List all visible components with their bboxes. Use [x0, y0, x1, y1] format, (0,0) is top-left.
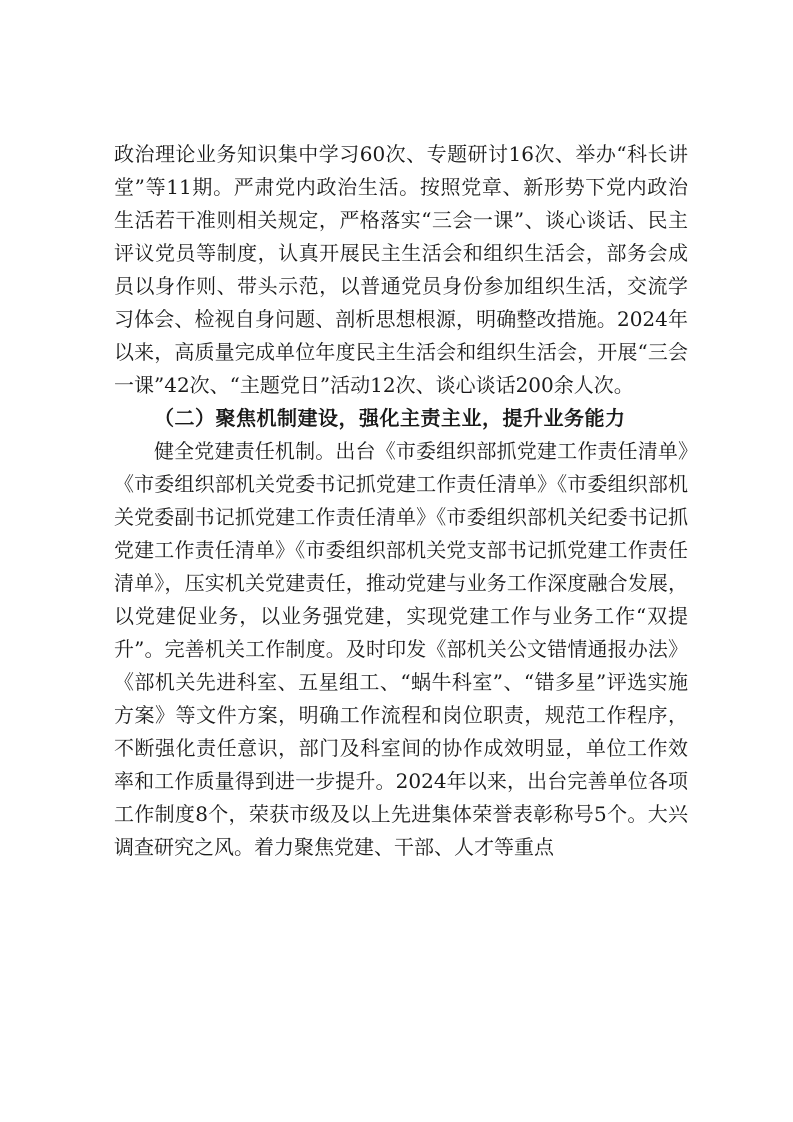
body-paragraph-continued: 政治理论业务知识集中学习60次、专题研讨16次、举办“科长讲堂”等11期。严肃党内政治生活。按照党章、新形势下党内政治生活若干准则相关规定，严格落实“三会一课”、谈心谈话、民主评议党员等制度，认真开展民主生活会和组织生活会，部务会成员以身作则、带头示范，以普通党员身份参加组织生活，交流学习体会、检视自身问题、剖析思想根源，明确整改措施。2024年以来，高质量完成单位年度民主生活会和组织生活会，开展“三会一课”42次、“主题党日”活动12次、谈心谈话200余人次。 — [114, 142, 688, 397]
body-paragraph: 健全党建责任机制。出台《市委组织部抓党建工作责任清单》《市委组织部机关党委书记抓党建工作责任清单》《市委组织部机关党委副书记抓党建工作责任清单》《市委组织部机关纪委书记抓党建工作责任清单》《市委组织部机关党支部书记抓党建工作责任清单》，压实机关党建责任，推动党建与业务工作深度融合发展，以党建促业务，以业务强党建，实现党建工作与业务工作“双提升”。完善机关工作制度。及时印发《部机关公文错情通报办法》《部机关先进科室、五星组工、“蜗牛科室”、“错多星”评选实施方案》等文件方案，明确工作流程和岗位职责，规范工作程序，不断强化责任意识，部门及科室间的协作成效明显，单位工作效率和工作质量得到进一步提升。2024年以来，出台完善单位各项工作制度8个，荣获市级及以上先进集体荣誉表彰称号5个。大兴调查研究之风。着力聚焦党建、干部、人才等重点 — [114, 439, 688, 859]
section-heading: （二）聚焦机制建设，强化主责主业，提升业务能力 — [154, 406, 626, 430]
document-body — [114, 138, 688, 864]
